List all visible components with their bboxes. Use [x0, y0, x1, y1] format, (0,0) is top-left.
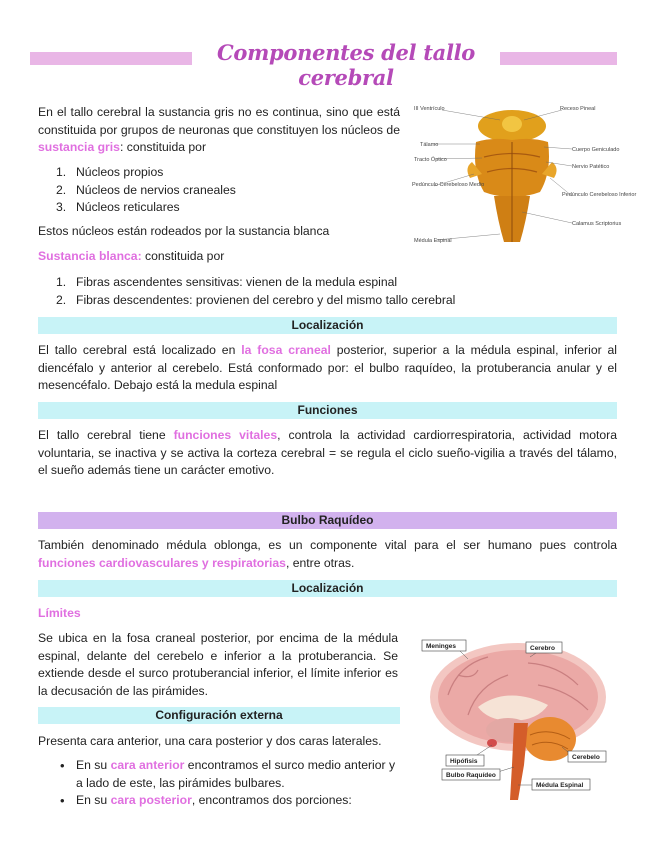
brain-figure [418, 635, 618, 805]
label-pedunculo-inferior: Pedúnculo Cerebeloso Inferior [562, 192, 637, 198]
fibras-list [38, 274, 598, 309]
label-medula-espinal: Médula Espinal [536, 782, 584, 789]
highlight-cara-anterior: cara anterior [110, 758, 185, 772]
limites-paragraph: Se ubica en la fosa craneal posterior, por encima de la médula espinal, delante del cerebelo e inferior a la protuberancia. Se extiende desde el surco protuberancial inferior, el límite inferior es la decusación de las pirámides. [38, 631, 398, 698]
limites-heading: Límites [38, 606, 81, 620]
page-title: Componentes del tallo cerebral [216, 40, 476, 90]
band-localizacion-1: Localización [38, 317, 617, 334]
list-item: • En su cara anterior encontramos el surco medio anterior y a lado de este, las pirámides bulbares. [60, 758, 396, 790]
label-ventriculo: III Ventrículo [414, 106, 445, 112]
label-cerebelo: Cerebelo [572, 754, 600, 761]
list-item: 1. Fibras ascendentes sensitivas: vienen de la medula espinal [56, 275, 398, 289]
label-tracto-optico: Tracto Óptico [414, 157, 447, 163]
list-item: 1. Núcleos propios [56, 165, 164, 179]
highlight-sustancia-blanca: Sustancia blanca: [38, 249, 142, 263]
localizacion-paragraph: El tallo cerebral está localizado en la fosa craneal posterior, superior a la médula espinal, inferior al diencéfalo y anterior al cerebelo. Está conformado por: el bulbo raquídeo, la protuberancia anular y el mesencéfalo. Debajo está la medula espinal [38, 343, 618, 392]
list-item: • En su cara posterior, encontramos dos porciones: [60, 793, 352, 808]
band-funciones: Funciones [38, 402, 617, 419]
label-hipofisis: Hipófisis [450, 758, 478, 765]
intro-paragraph [38, 104, 400, 157]
highlight-sustancia-gris: sustancia gris [38, 140, 120, 154]
intro-section [38, 104, 400, 157]
list-item: 2. Núcleos de nervios craneales [56, 182, 236, 197]
caras-list [38, 757, 400, 810]
nucleos-list [38, 164, 400, 217]
brainstem-figure [412, 102, 637, 252]
intro-text-end: : constituida por [119, 140, 207, 154]
intro-text: En el tallo cerebral la sustancia gris no es continua, sino que está constituida por grupos de neuronas que constituyen los núcleos de [38, 105, 400, 137]
sustancia-blanca-line: Sustancia blanca: constituida por [38, 249, 225, 263]
label-meninges: Meninges [426, 643, 456, 650]
highlight-cara-posterior: cara posterior [110, 793, 192, 807]
title-bar-right [500, 52, 617, 65]
highlight-funciones-vitales: funciones vitales [173, 428, 278, 442]
band-configuracion-externa: Configuración externa [38, 707, 400, 724]
label-receso: Receso Pineal [560, 106, 596, 112]
bulbo-paragraph: También denominado médula oblonga, es un componente vital para el ser humano pues controla funciones cardiovasculares y respiratorias, entre otras. [38, 538, 617, 570]
label-talamo: Tálamo [420, 142, 439, 148]
label-bulbo: Bulbo Raquídeo [446, 772, 496, 779]
band-bulbo-raquideo: Bulbo Raquídeo [38, 512, 617, 529]
label-cuerpo-geniculado: Cuerpo Geniculado [572, 147, 620, 153]
label-nervio-patetico: Nervio Patético [572, 164, 610, 170]
label-pedunculo-medio: Pedúnculo Cerebeloso Medio [412, 182, 485, 188]
label-medula: Médula Espinal [414, 238, 452, 244]
nucleos-note: Estos núcleos están rodeados por la sustancia blanca [38, 224, 330, 238]
funciones-paragraph: El tallo cerebral tiene funciones vitales, controla la actividad cardiorrespiratoria, actividad motora voluntaria, se inactiva y se activa la corteza cerebral = se regula el ciclo sueño-vigilia a través del tálamo, el sueño además tiene un carácter emotivo. [38, 428, 618, 477]
label-cerebro: Cerebro [530, 645, 555, 652]
list-item: 3. Núcleos reticulares [56, 200, 180, 214]
list-item: 2. Fibras descendentes: provienen del cerebro y del mismo tallo cerebral [56, 292, 456, 307]
highlight-funciones-cardio: funciones cardiovasculares y respiratorias [38, 555, 286, 570]
highlight-fosa-craneal: la fosa craneal [241, 343, 331, 357]
configuracion-intro: Presenta cara anterior, una cara posterior y dos caras laterales. [38, 734, 382, 748]
label-calamus: Calamus Scriptorius [572, 221, 622, 227]
band-localizacion-2: Localización [38, 580, 617, 597]
title-bar-left [30, 52, 192, 65]
